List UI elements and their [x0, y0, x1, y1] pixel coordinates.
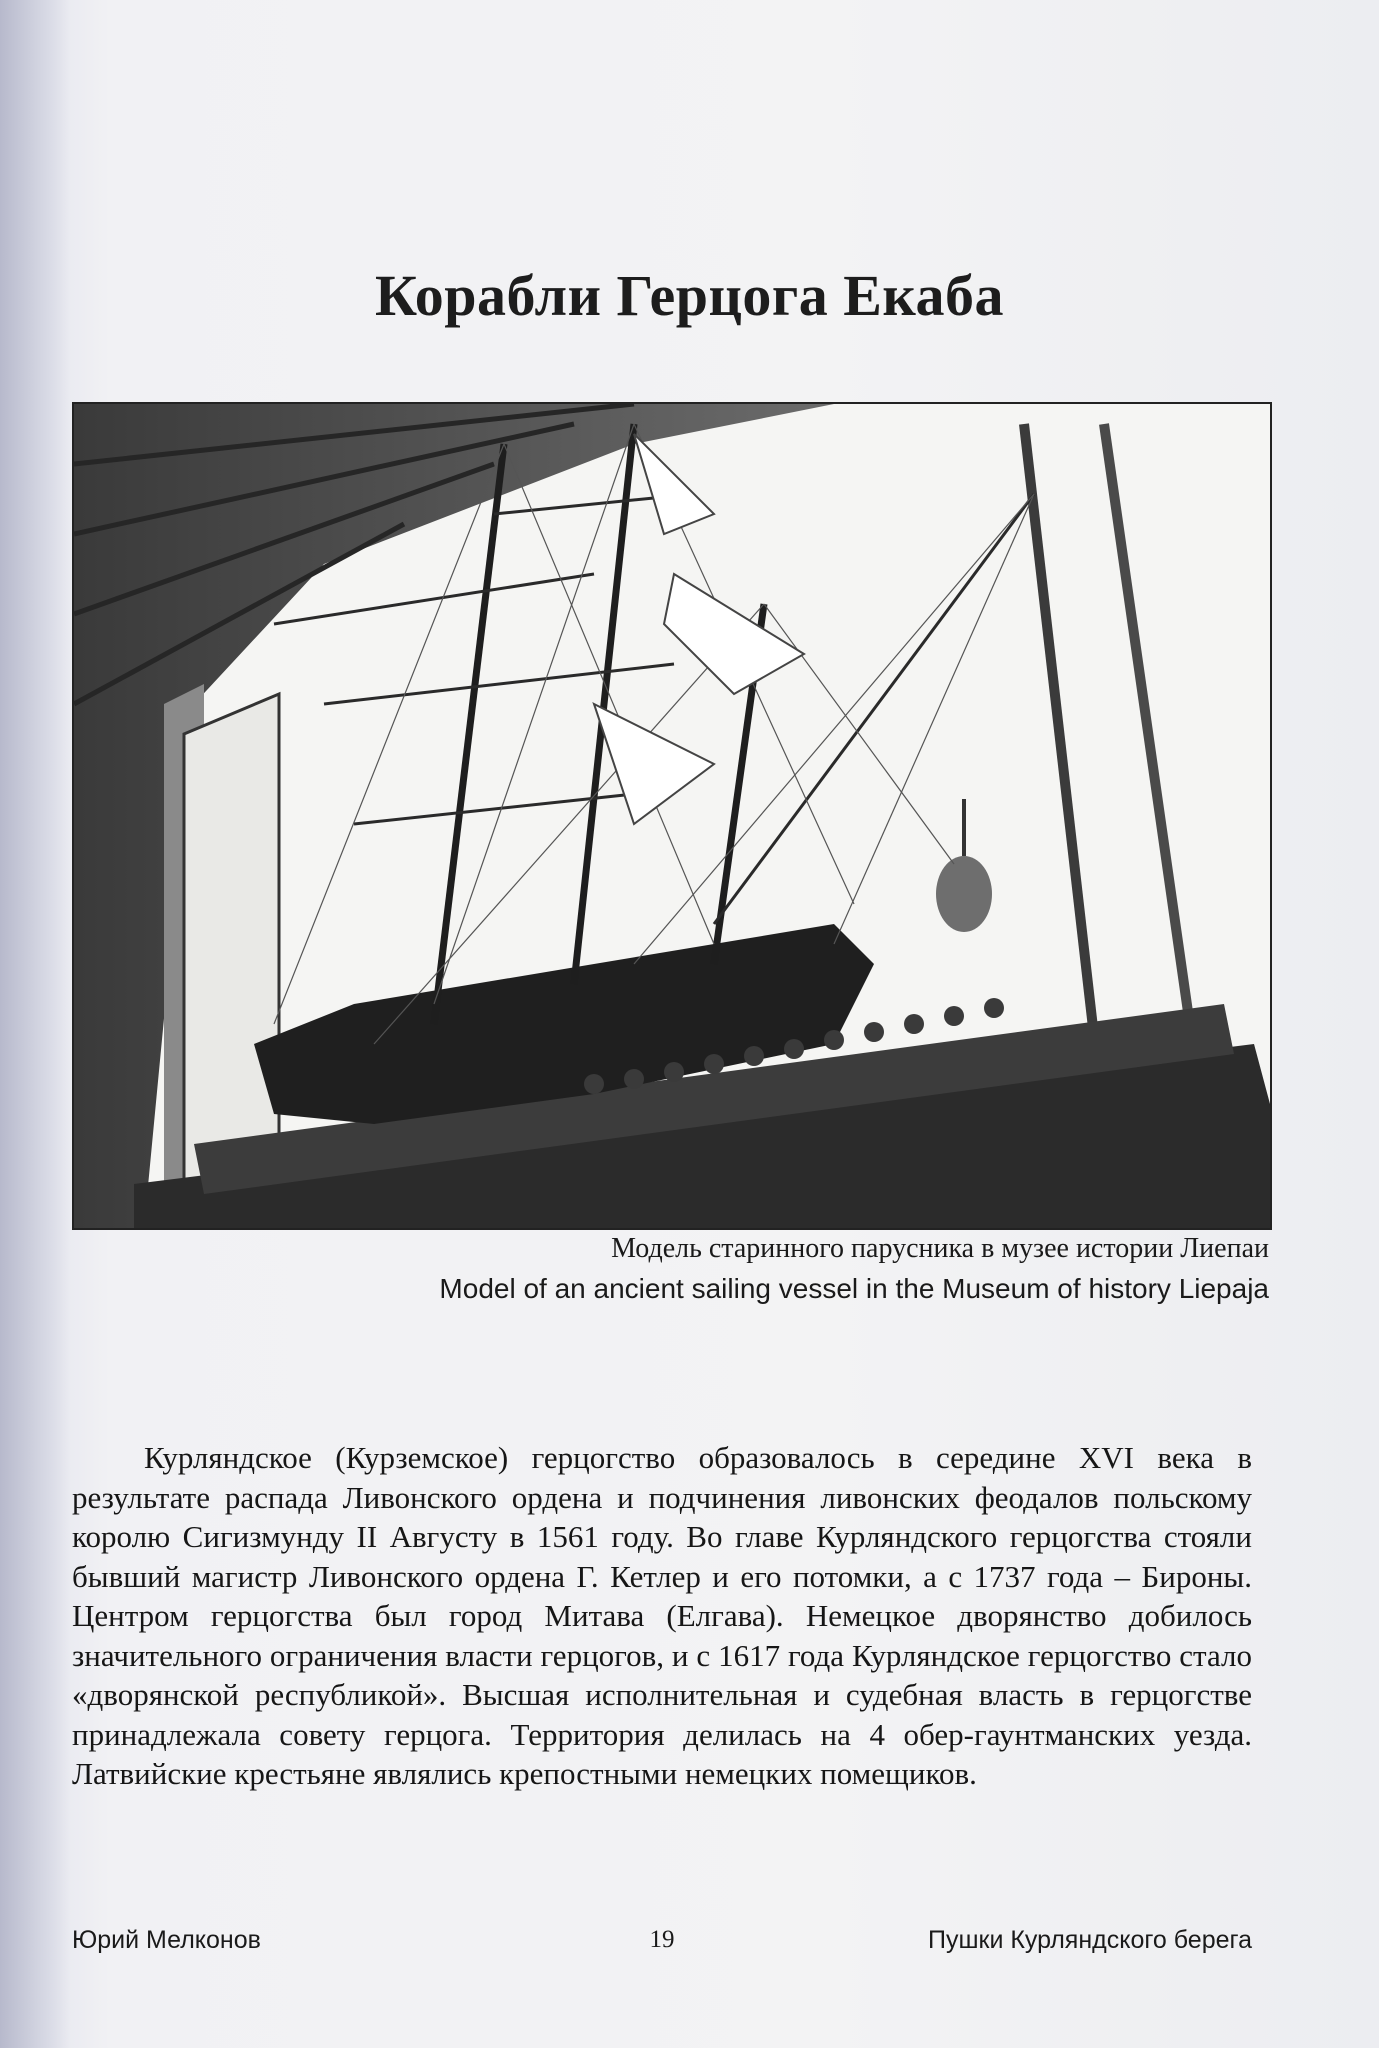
ship-model-illustration — [74, 404, 1270, 1228]
caption-russian: Модель старинного парусника в музее истории Лиепаи — [611, 1233, 1269, 1264]
ship-model-photo — [72, 402, 1272, 1230]
page-title: Корабли Герцога Екаба — [375, 263, 1004, 328]
footer-book-title: Пушки Курляндского берега — [928, 1926, 1252, 1954]
page-footer — [72, 1926, 1252, 1966]
body-paragraph: Курляндское (Курземское) герцогство образовалось в середине XVI века в результате распада Ливонского ордена и подчинения ливонских феодалов польскому королю Сигизмунду II Августу в 1561 году. Во главе Курляндского герцогства стояли бывший магистр Ливонского ордена Г. Кетлер и его потомки, а с 1737 года – Бироны. Центром герцогства был город Митава (Елгава). Немецкое дворянство добилось значительного ограничения власти герцогов, и с 1617 года Курляндское герцогство стало «дворянской республикой». Высшая исполнительная и судебная власть в герцогстве принадлежала совету герцога. Территория делилась на 4 обер-гаунтманских уезда. Латвийские крестьяне являлись крепостными немецких помещиков. — [72, 1440, 1252, 1791]
photo-caption — [369, 1229, 1269, 1309]
caption-english: Model of an ancient sailing vessel in the Museum of history Liepaja — [439, 1273, 1269, 1304]
page-number: 19 — [649, 1926, 675, 1953]
main-text — [72, 1438, 1252, 1794]
footer-author: Юрий Мелконов — [72, 1926, 261, 1954]
